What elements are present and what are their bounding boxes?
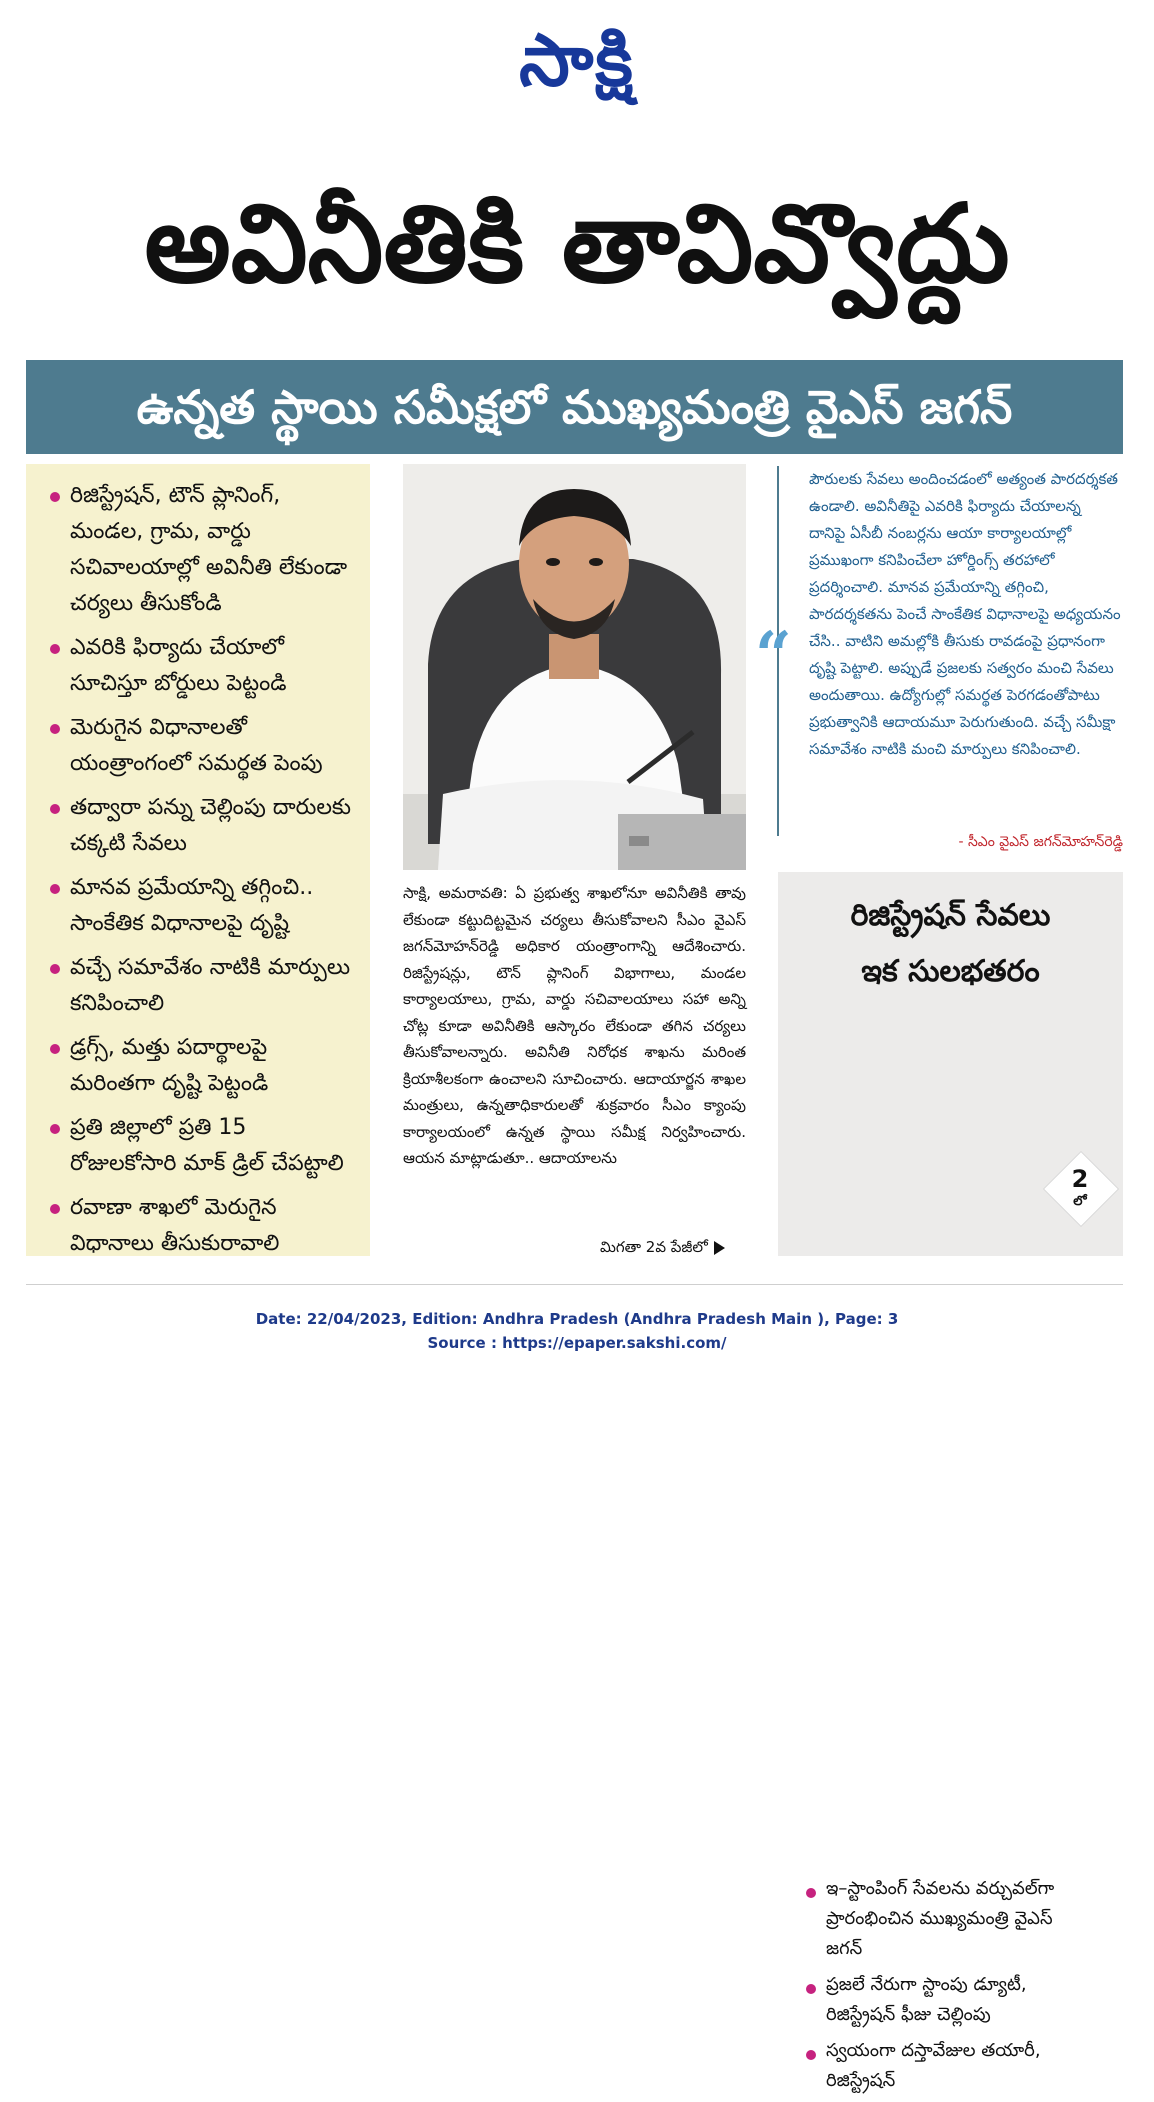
highlights-list xyxy=(48,478,356,1262)
registration-title-line1: రిజిస్ట్రేషన్ సేవలు xyxy=(850,898,1051,933)
main-headline: అవినీతికి తావివ్వొద్దు xyxy=(144,182,1010,307)
registration-item: ఇ–స్టాంపింగ్ సేవలను వర్చువల్‌గా ప్రారంభించిన ముఖ్యమంత్రి వైఎస్ జగన్ xyxy=(804,1874,1074,1964)
highlight-item: ప్రతి జిల్లాలో ప్రతి 15 రోజులకోసారి మాక్ డ్రిల్ చేపట్టాలి xyxy=(48,1110,356,1182)
registration-list xyxy=(804,1874,1074,2102)
bullet-dot-icon xyxy=(50,804,60,814)
news-photo xyxy=(403,464,746,870)
continued-label: మిగతా 2వ పేజీలో xyxy=(600,1238,708,1256)
play-arrow-icon xyxy=(714,1241,725,1255)
highlight-item: డ్రగ్స్, మత్తు పదార్థాలపై మరింతగా దృష్టి పెట్టండి xyxy=(48,1030,356,1102)
page-reference-suffix: లో xyxy=(1073,1194,1087,1209)
subheadline-text: ఉన్నత స్థాయి సమీక్షలో ముఖ్యమంత్రి వైఎస్ జగన్ xyxy=(136,380,1013,434)
highlights-box xyxy=(26,464,370,1256)
registration-item: స్వయంగా దస్తావేజుల తయారీ, రిజిస్ట్రేషన్ xyxy=(804,2036,1074,2096)
subheadline-band xyxy=(26,360,1123,454)
footer-divider xyxy=(26,1284,1123,1285)
highlight-item: తద్వారా పన్ను చెల్లింపు దారులకు చక్కటి సేవలు xyxy=(48,790,356,862)
bullet-dot-icon xyxy=(50,644,60,654)
highlight-item: రవాణా శాఖలో మెరుగైన విధానాలు తీసుకురావాలి xyxy=(48,1190,356,1262)
registration-box-title xyxy=(778,888,1123,1000)
article-body: సాక్షి, అమరావతి: ఏ ప్రభుత్వ శాఖలోనూ అవినీతికి తావు లేకుండా కట్టుదిట్టమైన చర్యలు తీసుకోవాలని సీఎం వైఎస్ జగన్‌మోహన్‌రెడ్డి అధికార యంత్రాంగాన్ని ఆదేశించారు. రిజిస్ట్రేషన్లు, టౌన్ ప్లానింగ్ విభాగాలు, మండల కార్యాలయాలు, గ్రామ, వార్డు సచివాలయాలు సహా అన్ని చోట్ల కూడా అవినీతికి ఆస్కారం లేకుండా తగిన చర్యలు తీసుకోవాలన్నారు. అవినీతి నిరోధక శాఖను మరింత క్రియాశీలకంగా ఉంచాలని సూచించారు. ఆదాయార్జన శాఖల మంత్రులు, ఉన్నతాధికారులతో శుక్రవారం సీఎం క్యాంపు కార్యాలయంలో ఉన్నత స్థాయి సమీక్ష నిర్వహించారు. ఆయన మాట్లాడుతూ.. ఆదాయాలను xyxy=(403,884,746,1167)
highlight-item: ఎవరికి ఫిర్యాదు చేయాలో సూచిస్తూ బోర్డులు పెట్టండి xyxy=(48,630,356,702)
bullet-dot-icon xyxy=(50,724,60,734)
bullet-dot-icon xyxy=(50,1044,60,1054)
pull-quote xyxy=(755,464,1123,864)
footer-source-link[interactable]: Source : https://epaper.sakshi.com/ xyxy=(427,1334,727,1352)
highlight-item: మానవ ప్రమేయాన్ని తగ్గించి.. సాంకేతిక విధానాలపై దృష్టి xyxy=(48,870,356,942)
registration-title-line2: ఇక సులభతరం xyxy=(861,954,1040,989)
highlight-item: వచ్చే సమావేశం నాటికి మార్పులు కనిపించాలి xyxy=(48,950,356,1022)
bullet-dot-icon xyxy=(50,1124,60,1134)
bullet-dot-icon xyxy=(806,1888,816,1898)
bullet-dot-icon xyxy=(50,492,60,502)
quote-text: పౌరులకు సేవలు అందించడంలో అత్యంత పారదర్శకత ఉండాలి. అవినీతిపై ఎవరికి ఫిర్యాదు చేయాలన్న దానిపై ఏసీబీ నంబర్లను ఆయా కార్యాలయాల్లో ప్రముఖంగా కనిపించేలా హోర్డింగ్స్ తరహాలో ప్రదర్శించాలి. మానవ ప్రమేయాన్ని తగ్గించి, పారదర్శకతను పెంచే సాంకేతిక విధానాలపై అధ్యయనం చేసి.. వాటిని అమల్లోకి తీసుకు రావడంపై ప్రధానంగా దృష్టి పెట్టాలి. అప్పుడే ప్రజలకు సత్వరం మంచి సేవలు అందుతాయి. ఉద్యోగుల్లో సమర్థత పెరగడంతోపాటు ప్రభుత్వానికి ఆదాయమూ పెరుగుతుంది. వచ్చే సమీక్షా సమావేశం నాటికి మంచి మార్పులు కనిపించాలి. xyxy=(809,470,1121,758)
quote-mark-icon: “ xyxy=(755,618,792,693)
article-continued xyxy=(600,1238,725,1260)
registration-services-box xyxy=(778,872,1123,2091)
page-reference-badge xyxy=(1054,1162,1106,1214)
bullet-dot-icon xyxy=(806,1984,816,1994)
bullet-dot-icon xyxy=(50,964,60,974)
person-portrait-illustration xyxy=(403,464,746,870)
bullet-dot-icon xyxy=(50,1204,60,1214)
quote-attribution: - సీఎం వైఎస్ జగన్‌మోహన్‌రెడ్డి xyxy=(958,834,1123,850)
highlight-item: రిజిస్ట్రేషన్, టౌన్ ప్లానింగ్, మండల, గ్రామ, వార్డు సచివాలయాల్లో అవినీతి లేకుండా చర్యలు తీసుకోండి xyxy=(48,478,356,622)
bullet-dot-icon xyxy=(50,884,60,894)
footer-edition-info: Date: 22/04/2023, Edition: Andhra Pradesh (Andhra Pradesh Main ), Page: 3 xyxy=(255,1310,899,1328)
bullet-dot-icon xyxy=(806,2050,816,2060)
registration-item: ప్రజలే నేరుగా స్టాంపు డ్యూటీ, రిజిస్ట్రేషన్ ఫీజు చెల్లింపు xyxy=(804,1970,1074,2030)
newspaper-masthead-logo: సాక్షి xyxy=(519,18,635,102)
highlight-item: మెరుగైన విధానాలతో యంత్రాంగంలో సమర్థత పెంపు xyxy=(48,710,356,782)
page-reference-number: 2 xyxy=(1071,1165,1089,1193)
